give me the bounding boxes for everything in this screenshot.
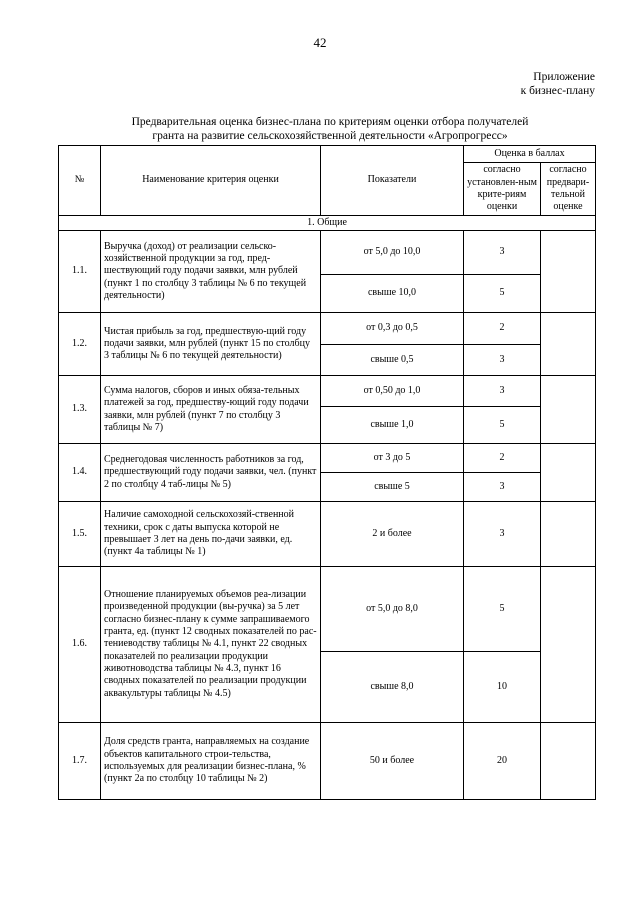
row-number: 1.1. bbox=[59, 231, 101, 313]
table-row bbox=[59, 376, 596, 407]
criterion-name: Среднегодовая численность работников за год, предшествующий году подачи заявки, чел. (пункт 2 по столбцу 4 таб-лицы № 5) bbox=[101, 444, 321, 502]
header-score-preliminary: согласно предвари-тельной оценке bbox=[541, 163, 596, 216]
criterion-name: Наличие самоходной сельскохозяй-ственной техники, срок с даты выпуска которой не превышает 3 лет на день по-дачи заявки, ед. (пункт 4а таблицы № 1) bbox=[101, 502, 321, 567]
score-value: 20 bbox=[464, 723, 541, 800]
indicator-value: свыше 10,0 bbox=[321, 275, 464, 313]
appendix-label bbox=[521, 70, 595, 98]
preliminary-score-cell bbox=[541, 231, 596, 313]
header-number: № bbox=[59, 146, 101, 216]
score-value: 2 bbox=[464, 313, 541, 345]
preliminary-score-cell bbox=[541, 502, 596, 567]
title-line-1: Предварительная оценка бизнес-плана по критериям оценки отбора получателей bbox=[131, 116, 529, 128]
indicator-value: свыше 8,0 bbox=[321, 652, 464, 723]
criteria-table bbox=[58, 145, 596, 800]
table-row bbox=[59, 567, 596, 652]
preliminary-score-cell bbox=[541, 313, 596, 376]
score-value: 3 bbox=[464, 376, 541, 407]
criterion-name: Сумма налогов, сборов и иных обяза-тельных платежей за год, предшеству-ющий году подачи заявки, млн рублей (пункт 7 по столбцу 3 таблицы № 7) bbox=[101, 376, 321, 444]
indicator-value: от 5,0 до 8,0 bbox=[321, 567, 464, 652]
indicator-value: свыше 1,0 bbox=[321, 407, 464, 444]
indicator-value: от 5,0 до 10,0 bbox=[321, 231, 464, 275]
indicator-value: 2 и более bbox=[321, 502, 464, 567]
score-value: 3 bbox=[464, 473, 541, 502]
preliminary-score-cell bbox=[541, 723, 596, 800]
header-score-by-criteria: согласно установлен-ным крите-риям оценки bbox=[464, 163, 541, 216]
criterion-name: Доля средств гранта, направляемых на создание объектов капитального строи-тельства, используемых для реализации бизнес-плана, % (пункт 2а по столбцу 10 таблицы № 2) bbox=[101, 723, 321, 800]
table-row bbox=[59, 231, 596, 275]
preliminary-score-cell bbox=[541, 567, 596, 723]
indicator-value: свыше 5 bbox=[321, 473, 464, 502]
score-value: 10 bbox=[464, 652, 541, 723]
table-row bbox=[59, 502, 596, 567]
header-indicators: Показатели bbox=[321, 146, 464, 216]
score-value: 5 bbox=[464, 407, 541, 444]
row-number: 1.2. bbox=[59, 313, 101, 376]
header-criterion-name: Наименование критерия оценки bbox=[101, 146, 321, 216]
indicator-value: от 0,50 до 1,0 bbox=[321, 376, 464, 407]
page-number: 42 bbox=[313, 35, 327, 50]
table-row bbox=[59, 444, 596, 473]
table-row bbox=[59, 723, 596, 800]
row-number: 1.4. bbox=[59, 444, 101, 502]
title-line-2: гранта на развитие сельскохозяйственной деятельности «Агропрогресс» bbox=[152, 130, 508, 142]
indicator-value: от 3 до 5 bbox=[321, 444, 464, 473]
row-number: 1.3. bbox=[59, 376, 101, 444]
appendix-line-1: Приложение bbox=[533, 71, 595, 83]
section-row bbox=[59, 216, 596, 231]
score-value: 3 bbox=[464, 231, 541, 275]
criterion-name: Отношение планируемых объемов реа-лизации произведенной продукции (вы-ручка) за 5 лет согласно бизнес-плану к сумме запрашиваемого гранта, ед. (пункт 12 сводных показателей по рас-тениеводству таблицы № 4.1, пункт 22 сводных показателей по реализации продукции животноводства таблицы № 4.3, пункт 16 сводных показателей по реализации продукции аквакультуры таблицы № 4.5) bbox=[101, 567, 321, 723]
score-value: 3 bbox=[464, 502, 541, 567]
header-row bbox=[59, 146, 596, 163]
section-general: 1. Общие bbox=[59, 216, 596, 231]
score-value: 5 bbox=[464, 567, 541, 652]
row-number: 1.5. bbox=[59, 502, 101, 567]
row-number: 1.7. bbox=[59, 723, 101, 800]
score-value: 3 bbox=[464, 345, 541, 376]
header-score-group: Оценка в баллах bbox=[464, 146, 596, 163]
indicator-value: 50 и более bbox=[321, 723, 464, 800]
document-title bbox=[60, 115, 600, 143]
indicator-value: от 0,3 до 0,5 bbox=[321, 313, 464, 345]
table-row bbox=[59, 313, 596, 345]
preliminary-score-cell bbox=[541, 444, 596, 502]
preliminary-score-cell bbox=[541, 376, 596, 444]
indicator-value: свыше 0,5 bbox=[321, 345, 464, 376]
appendix-line-2: к бизнес-плану bbox=[520, 85, 595, 97]
criterion-name: Выручка (доход) от реализации сельско-хозяйственной продукции за год, пред-шествующий году подачи заявки, млн рублей (пункт 1 по столбцу 3 таблицы № 6 по текущей деятельности) bbox=[101, 231, 321, 313]
row-number: 1.6. bbox=[59, 567, 101, 723]
score-value: 5 bbox=[464, 275, 541, 313]
criterion-name: Чистая прибыль за год, предшествую-щий году подачи заявки, млн рублей (пункт 15 по столбцу 3 таблицы № 6 по текущей деятельности) bbox=[101, 313, 321, 376]
score-value: 2 bbox=[464, 444, 541, 473]
